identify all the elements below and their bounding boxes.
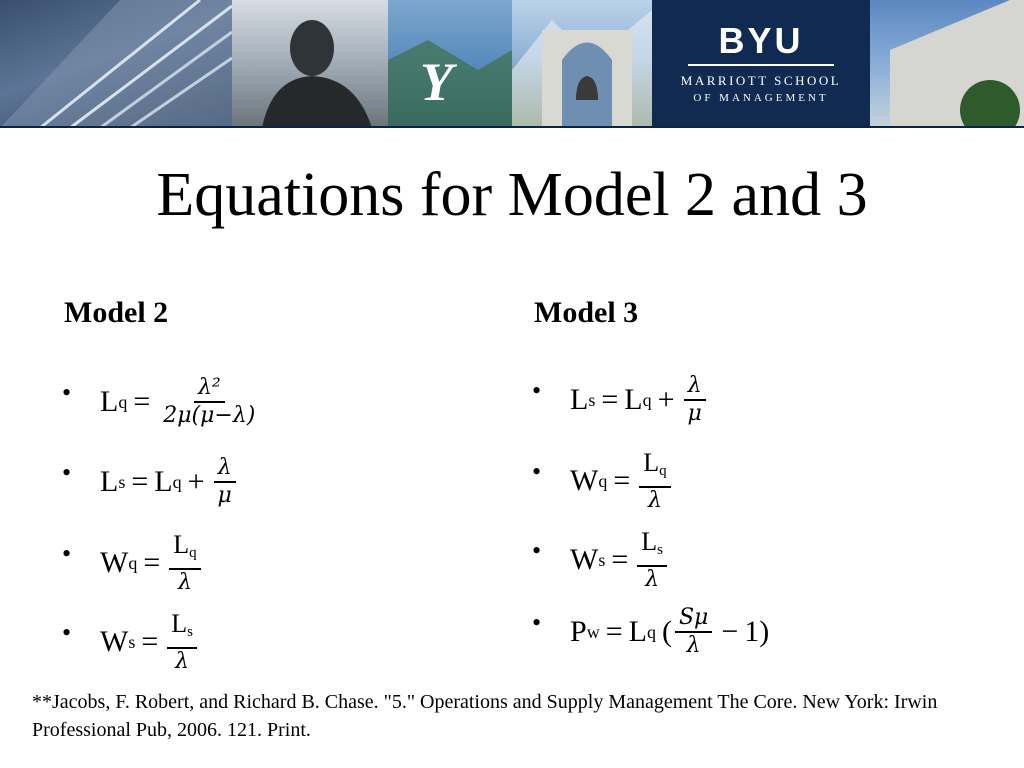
- bullet-icon: •: [62, 618, 72, 647]
- header-banner: [0, 0, 1024, 128]
- byu-marriott-logo: BYU MARRIOTT SCHOOL OF MANAGEMENT: [652, 0, 870, 128]
- banner-divider: [0, 126, 1024, 128]
- bullet-icon: •: [62, 458, 72, 487]
- bullet-icon: •: [532, 536, 542, 565]
- slide-title: Equations for Model 2 and 3: [156, 161, 868, 229]
- bullet-icon: •: [532, 608, 542, 637]
- bullet-icon: •: [532, 376, 542, 405]
- banner-photo-building: [0, 0, 232, 128]
- svg-text:Y: Y: [420, 52, 453, 112]
- banner-photo-statue: [232, 0, 388, 128]
- model-2-heading: Model 2: [64, 296, 169, 329]
- bullet-icon: •: [532, 457, 542, 486]
- banner-photo-bell-tower: [512, 0, 652, 128]
- model-3-heading: Model 3: [534, 296, 639, 329]
- bullet-icon: •: [62, 378, 72, 407]
- banner-photo-mountain-y: [388, 0, 512, 128]
- banner-photo-building-sky: [870, 0, 1024, 128]
- bullet-icon: •: [62, 539, 72, 568]
- citation-footnote: **Jacobs, F. Robert, and Richard B. Chase. "5." Operations and Supply Management The Core. New York: Irwin Professional Pub, 2006. 121. Print.: [32, 691, 938, 741]
